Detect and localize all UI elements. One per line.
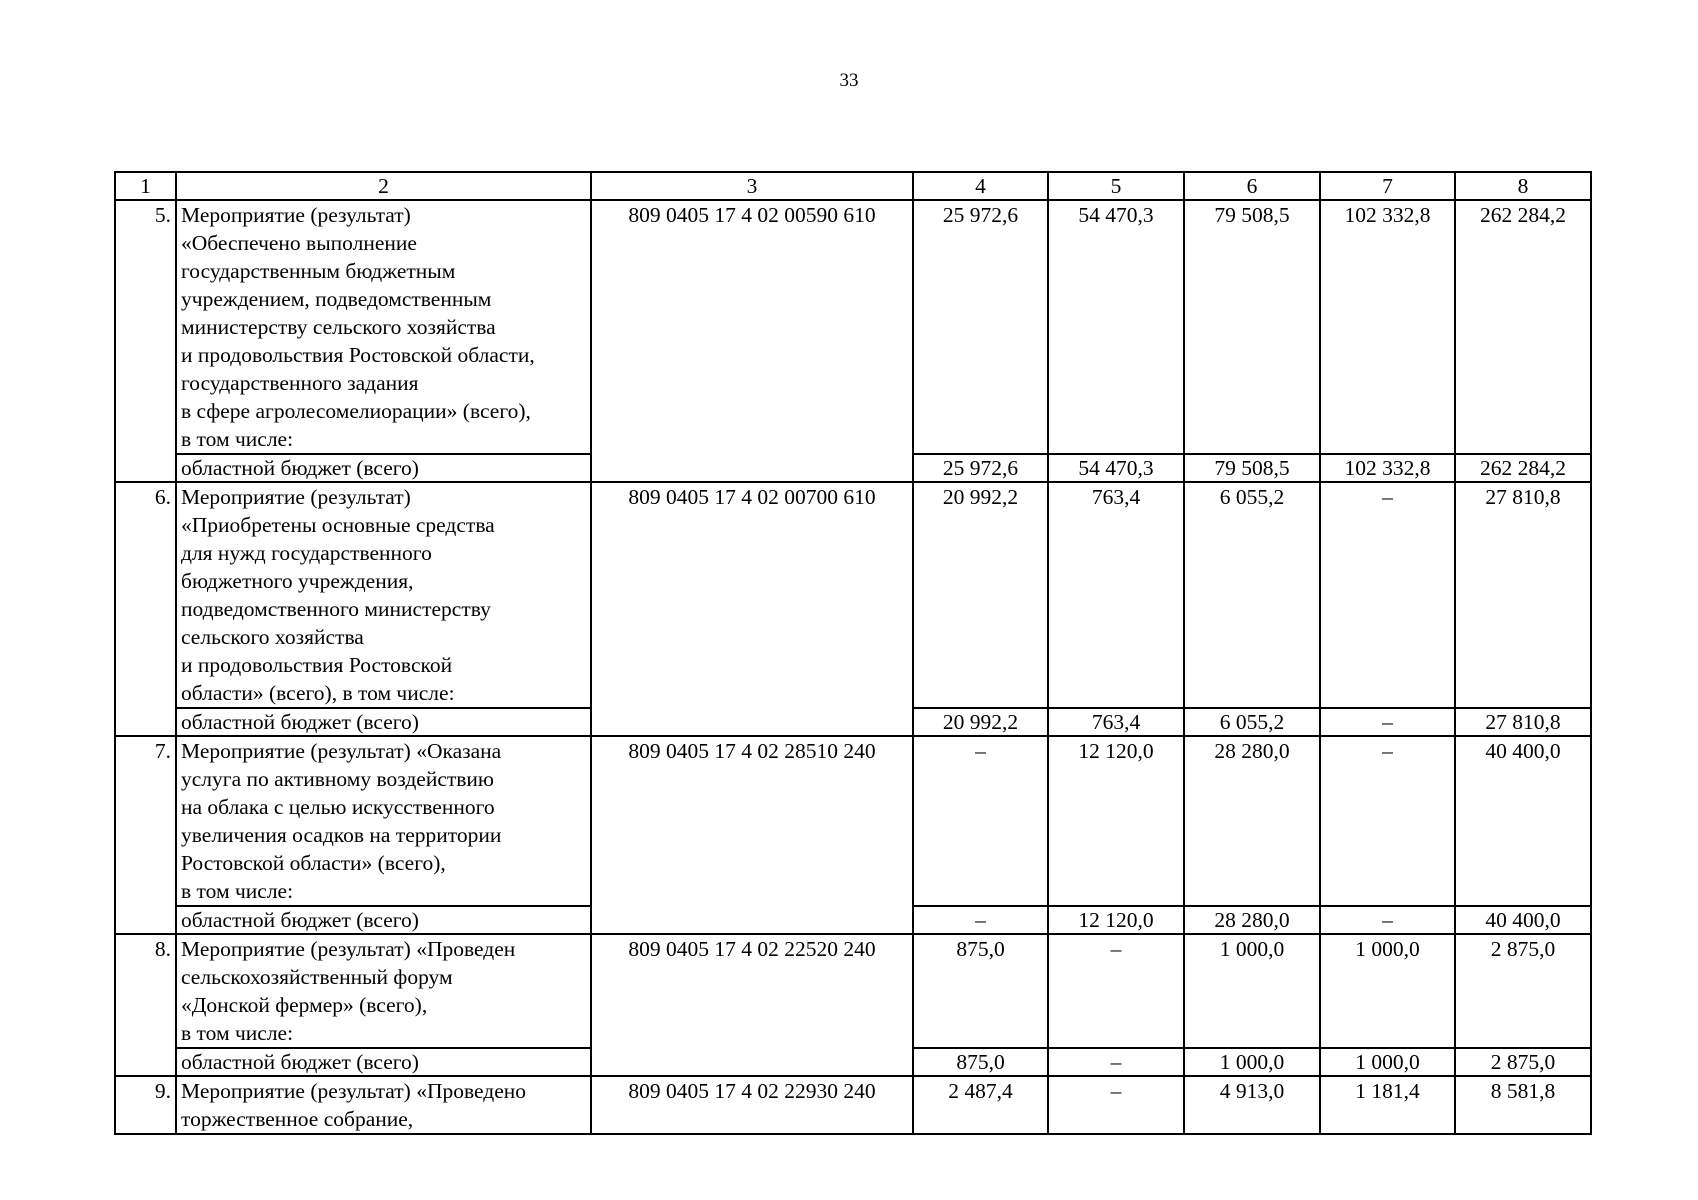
subrow-amount-cell: –: [1320, 906, 1455, 934]
activity-name: [176, 200, 591, 454]
amount-cell: –: [1320, 482, 1455, 708]
amount-cell: 27 810,8: [1455, 482, 1591, 708]
activity-name-line: сельского хозяйства: [181, 625, 364, 649]
amount-cell: 1 181,4: [1320, 1076, 1455, 1134]
activity-name-line: услуга по активному воздействию: [181, 767, 494, 791]
activity-name-line: в том числе:: [181, 427, 294, 451]
subrow-amount-cell: –: [1320, 708, 1455, 736]
activity-name-line: Ростовской области» (всего),: [181, 851, 446, 875]
activity-name-line: министерству сельского хозяйства: [181, 315, 496, 339]
subrow-label: областной бюджет (всего): [176, 1048, 591, 1076]
amount-cell: 102 332,8: [1320, 200, 1455, 454]
activity-name-line: Мероприятие (результат) «Проведен: [181, 937, 516, 961]
amount-cell: –: [1320, 736, 1455, 906]
activity-name-line: на облака с целью искусственного: [181, 795, 495, 819]
subrow-amount-cell: 2 875,0: [1455, 1048, 1591, 1076]
budget-table: [114, 171, 1592, 1135]
amount-cell: 8 581,8: [1455, 1076, 1591, 1134]
table-header-row: [115, 172, 1591, 200]
subrow-amount-cell: 79 508,5: [1184, 454, 1320, 482]
header-cell: 3: [591, 172, 913, 200]
subrow-amount-cell: 27 810,8: [1455, 708, 1591, 736]
amount-cell: –: [913, 736, 1048, 906]
table-body: [115, 172, 1591, 1134]
subrow-amount-cell: 6 055,2: [1184, 708, 1320, 736]
header-cell: 5: [1048, 172, 1184, 200]
table-row: [115, 1076, 1591, 1134]
subrow-amount-cell: 25 972,6: [913, 454, 1048, 482]
budget-code: 809 0405 17 4 02 22520 240: [591, 934, 913, 1076]
amount-cell: –: [1048, 934, 1184, 1048]
amount-cell: 25 972,6: [913, 200, 1048, 454]
budget-code: 809 0405 17 4 02 28510 240: [591, 736, 913, 934]
activity-name-line: подведомственного министерству: [181, 597, 491, 621]
activity-name-line: торжественное собрание,: [181, 1107, 414, 1131]
activity-name: [176, 934, 591, 1048]
activity-name-line: Мероприятие (результат) «Проведено: [181, 1079, 526, 1103]
row-number: 7.: [115, 736, 176, 934]
header-cell: 2: [176, 172, 591, 200]
activity-name-line: увеличения осадков на территории: [181, 823, 502, 847]
subrow-amount-cell: 262 284,2: [1455, 454, 1591, 482]
table-row: [115, 934, 1591, 1048]
amount-cell: 1 000,0: [1184, 934, 1320, 1048]
amount-cell: 6 055,2: [1184, 482, 1320, 708]
subrow-amount-cell: 102 332,8: [1320, 454, 1455, 482]
amount-cell: 1 000,0: [1320, 934, 1455, 1048]
activity-name-line: в том числе:: [181, 879, 294, 903]
amount-cell: 12 120,0: [1048, 736, 1184, 906]
subrow-amount-cell: –: [913, 906, 1048, 934]
activity-name-line: и продовольствия Ростовской: [181, 653, 453, 677]
activity-name-line: Мероприятие (результат) «Оказана: [181, 739, 502, 763]
header-cell: 8: [1455, 172, 1591, 200]
budget-code: 809 0405 17 4 02 00700 610: [591, 482, 913, 736]
activity-name-line: «Приобретены основные средства: [181, 513, 495, 537]
subrow-amount-cell: 54 470,3: [1048, 454, 1184, 482]
row-number: 9.: [115, 1076, 176, 1134]
activity-name: [176, 482, 591, 708]
subrow-amount-cell: 763,4: [1048, 708, 1184, 736]
subrow-amount-cell: 875,0: [913, 1048, 1048, 1076]
amount-cell: 875,0: [913, 934, 1048, 1048]
activity-name-line: Мероприятие (результат): [181, 203, 411, 227]
activity-name-line: для нужд государственного: [181, 541, 432, 565]
row-number: 5.: [115, 200, 176, 482]
header-cell: 4: [913, 172, 1048, 200]
amount-cell: 763,4: [1048, 482, 1184, 708]
amount-cell: 2 875,0: [1455, 934, 1591, 1048]
subrow-label: областной бюджет (всего): [176, 454, 591, 482]
activity-name-line: учреждением, подведомственным: [181, 287, 492, 311]
amount-cell: 40 400,0: [1455, 736, 1591, 906]
activity-name-line: и продовольствия Ростовской области,: [181, 343, 535, 367]
header-cell: 7: [1320, 172, 1455, 200]
activity-name-line: «Обеспечено выполнение: [181, 231, 417, 255]
subrow-amount-cell: 1 000,0: [1184, 1048, 1320, 1076]
amount-cell: –: [1048, 1076, 1184, 1134]
amount-cell: 54 470,3: [1048, 200, 1184, 454]
activity-name: [176, 736, 591, 906]
budget-code: 809 0405 17 4 02 22930 240: [591, 1076, 913, 1134]
budget-code: 809 0405 17 4 02 00590 610: [591, 200, 913, 482]
activity-name-line: государственным бюджетным: [181, 259, 456, 283]
amount-cell: 262 284,2: [1455, 200, 1591, 454]
activity-name-line: в сфере агролесомелиорации» (всего),: [181, 399, 531, 423]
activity-name-line: в том числе:: [181, 1021, 294, 1045]
activity-name: [176, 1076, 591, 1134]
activity-name-line: области» (всего), в том числе:: [181, 681, 455, 705]
amount-cell: 28 280,0: [1184, 736, 1320, 906]
row-number: 8.: [115, 934, 176, 1076]
amount-cell: 2 487,4: [913, 1076, 1048, 1134]
page-number: 33: [839, 70, 859, 91]
header-cell: 6: [1184, 172, 1320, 200]
amount-cell: 79 508,5: [1184, 200, 1320, 454]
subrow-amount-cell: 20 992,2: [913, 708, 1048, 736]
subrow-amount-cell: 1 000,0: [1320, 1048, 1455, 1076]
table-row: [115, 200, 1591, 454]
table-row: [115, 482, 1591, 708]
amount-cell: 20 992,2: [913, 482, 1048, 708]
subrow-label: областной бюджет (всего): [176, 906, 591, 934]
subrow-amount-cell: 28 280,0: [1184, 906, 1320, 934]
subrow-amount-cell: 40 400,0: [1455, 906, 1591, 934]
activity-name-line: государственного задания: [181, 371, 419, 395]
header-cell: 1: [115, 172, 176, 200]
subrow-label: областной бюджет (всего): [176, 708, 591, 736]
subrow-amount-cell: –: [1048, 1048, 1184, 1076]
subrow-amount-cell: 12 120,0: [1048, 906, 1184, 934]
row-number: 6.: [115, 482, 176, 736]
activity-name-line: бюджетного учреждения,: [181, 569, 414, 593]
activity-name-line: сельскохозяйственный форум: [181, 965, 453, 989]
table-row: [115, 736, 1591, 906]
activity-name-line: «Донской фермер» (всего),: [181, 993, 428, 1017]
activity-name-line: Мероприятие (результат): [181, 485, 411, 509]
amount-cell: 4 913,0: [1184, 1076, 1320, 1134]
